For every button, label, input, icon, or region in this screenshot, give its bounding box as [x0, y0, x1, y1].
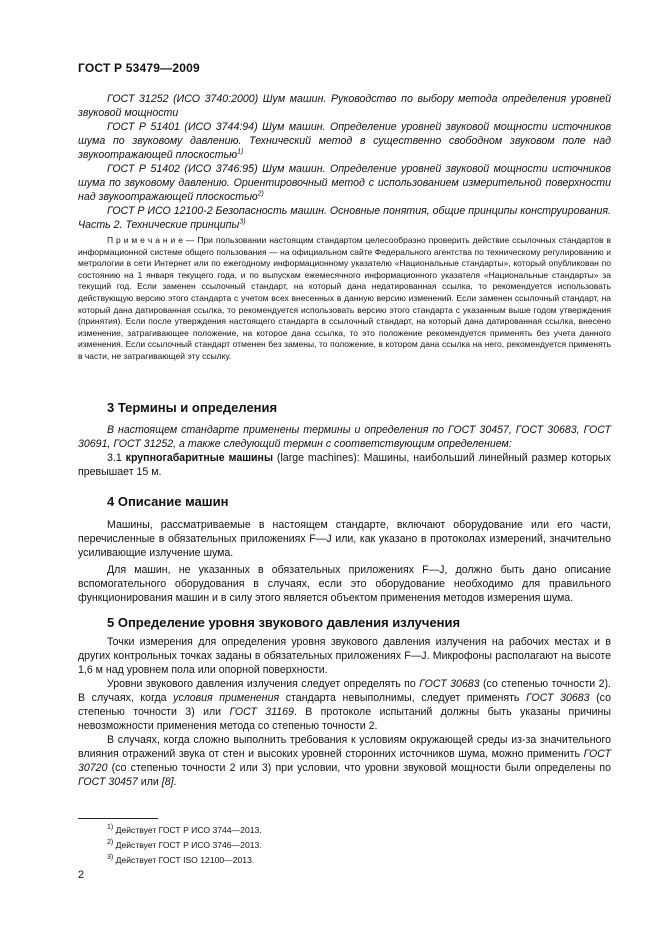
reference-item: ГОСТ Р 51401 (ИСО 3744:94) Шум машин. Определение уровней звуковой мощности источников шума по звуковому давлению. Технический метод в существенно свободном звуковом поле над звукоотражающей плоскостью$^{1)}$	[78, 121, 611, 161]
section-5-paragraph: Уровни звукового давления излучения следует определять по ГОСТ 30683 (со степенью точности 2). В случаях, когда условия применения стандарта невыполнимы, следует применять ГОСТ 30683 (со степенью точности 3) или ГОСТ 31169. В протоколе испытаний должны быть указаны причины невозможности применения метода со степенью точности 2.	[78, 678, 611, 732]
note-text: При пользовании настоящим стандартом целесообразно проверить действие ссылочных стандартов в информационной системе общего пользования — на официальном сайте Федерального агентства по техническому регулированию и метрологии в сети Интернет или по ежегодному информационному указателю «Национальные стандарты», который опубликован по состоянию на 1 января текущего года, и по выпускам ежемесячного информационного указателя «Национальные стандарты» за текущий год. Если заменен ссылочный стандарт, на который дана недатированная ссылка, то рекомендуется использовать действующую версию этого стандарта с учетом всех внесенных в данную версию изменений. Если заменен ссылочный стандарт, на который дана датированная ссылка, то рекомендуется использовать версию этого стандарта с указанным выше годом утверждения (принятия). Если после утверждения настоящего стандарта в ссылочный стандарт, на который дана датированная ссылка, внесено изменение, затрагивающее положение, на которое дана ссылка, то это положение рекомендуется применять без учета данного изменения. Если ссылочный стандарт отменен без замены, то положение, в котором дана ссылка на него, рекомендуется применять в части, не затрагивающей эту ссылку.	[78, 235, 611, 361]
note-paragraph	[78, 235, 611, 363]
section-5-paragraph: Точки измерения для определения уровня звукового давления излучения на рабочих местах и в других контрольных точках заданы в обязательных приложениях F—J. Микрофоны располагают на высоте 1,6 м над уровнем пола или опорной поверхности.	[78, 636, 611, 676]
reference-item: ГОСТ Р ИСО 12100-2 Безопасность машин. Основные понятия, общие принципы конструирования. Часть 2. Технические принципы$^{3)}$	[78, 205, 611, 231]
footnote: $^{2)}$ Действует ГОСТ Р ИСО 3746—2013.	[107, 839, 262, 850]
term-definition: 3.1 крупногабаритные машины (large machines): Машины, наибольший линейный размер которых превышает 15 м.	[78, 452, 611, 478]
reference-item: ГОСТ Р 51402 (ИСО 3746:95) Шум машин. Определение уровней звуковой мощности источников шума по звуковому давлению. Ориентировочный метод с использованием измерительной поверхности над звукоотражающей плоскостью$^{2)}$	[78, 163, 611, 203]
section-4-paragraph: Машины, рассматриваемые в настоящем стандарте, включают оборудование или его части, перечисленные в обязательных приложениях F—J или, как указано в протоколах измерений, значительно усиливающие излучение шума.	[78, 519, 611, 559]
note-label: П р и м е ч а н и е —	[107, 235, 195, 245]
footnote-separator	[78, 818, 158, 819]
section-4-body	[78, 518, 611, 605]
section-4-heading: 4 Описание машин	[107, 494, 229, 509]
section-3-heading: 3 Термины и определения	[107, 400, 278, 415]
normative-references	[78, 92, 611, 232]
section-3-intro: В настоящем стандарте применены термины и определения по ГОСТ 30457, ГОСТ 30683, ГОСТ 30691, ГОСТ 31252, а также следующий термин с соответствующим определением:	[78, 424, 611, 450]
document-header: ГОСТ Р 53479—2009	[78, 61, 200, 75]
section-5-paragraph: В случаях, когда сложно выполнить требования к условиям окружающей среды из-за значительного влияния отражений звука от стен и высоких уровней сторонних источников шума, можно применить ГОСТ 30720 (со степенью точности 2 или 3) при условии, что уровни звуковой мощности были определены по ГОСТ 30457 или [8].	[78, 734, 611, 788]
footnote: $^{3)}$ Действует ГОСТ ISO 12100—2013.	[107, 854, 255, 865]
reference-item: ГОСТ 31252 (ИСО 3740:2000) Шум машин. Руководство по выбору метода определения уровней звуковой мощности	[78, 93, 611, 119]
page-number: 2	[78, 869, 85, 881]
section-5-heading: 5 Определение уровня звукового давления излучения	[107, 615, 461, 630]
section-3-body	[78, 423, 611, 479]
term-name: крупногабаритные машины	[125, 452, 273, 464]
section-5-body	[78, 635, 611, 789]
section-4-paragraph: Для машин, не указанных в обязательных приложениях F—J, должно быть дано описание вспомогательного оборудования в случаях, если это оборудование необходимо для правильного функционирования машин и в силу этого является объектом применения методов измерения шума.	[78, 564, 611, 604]
footnote: $^{1)}$ Действует ГОСТ Р ИСО 3744—2013.	[107, 824, 262, 835]
